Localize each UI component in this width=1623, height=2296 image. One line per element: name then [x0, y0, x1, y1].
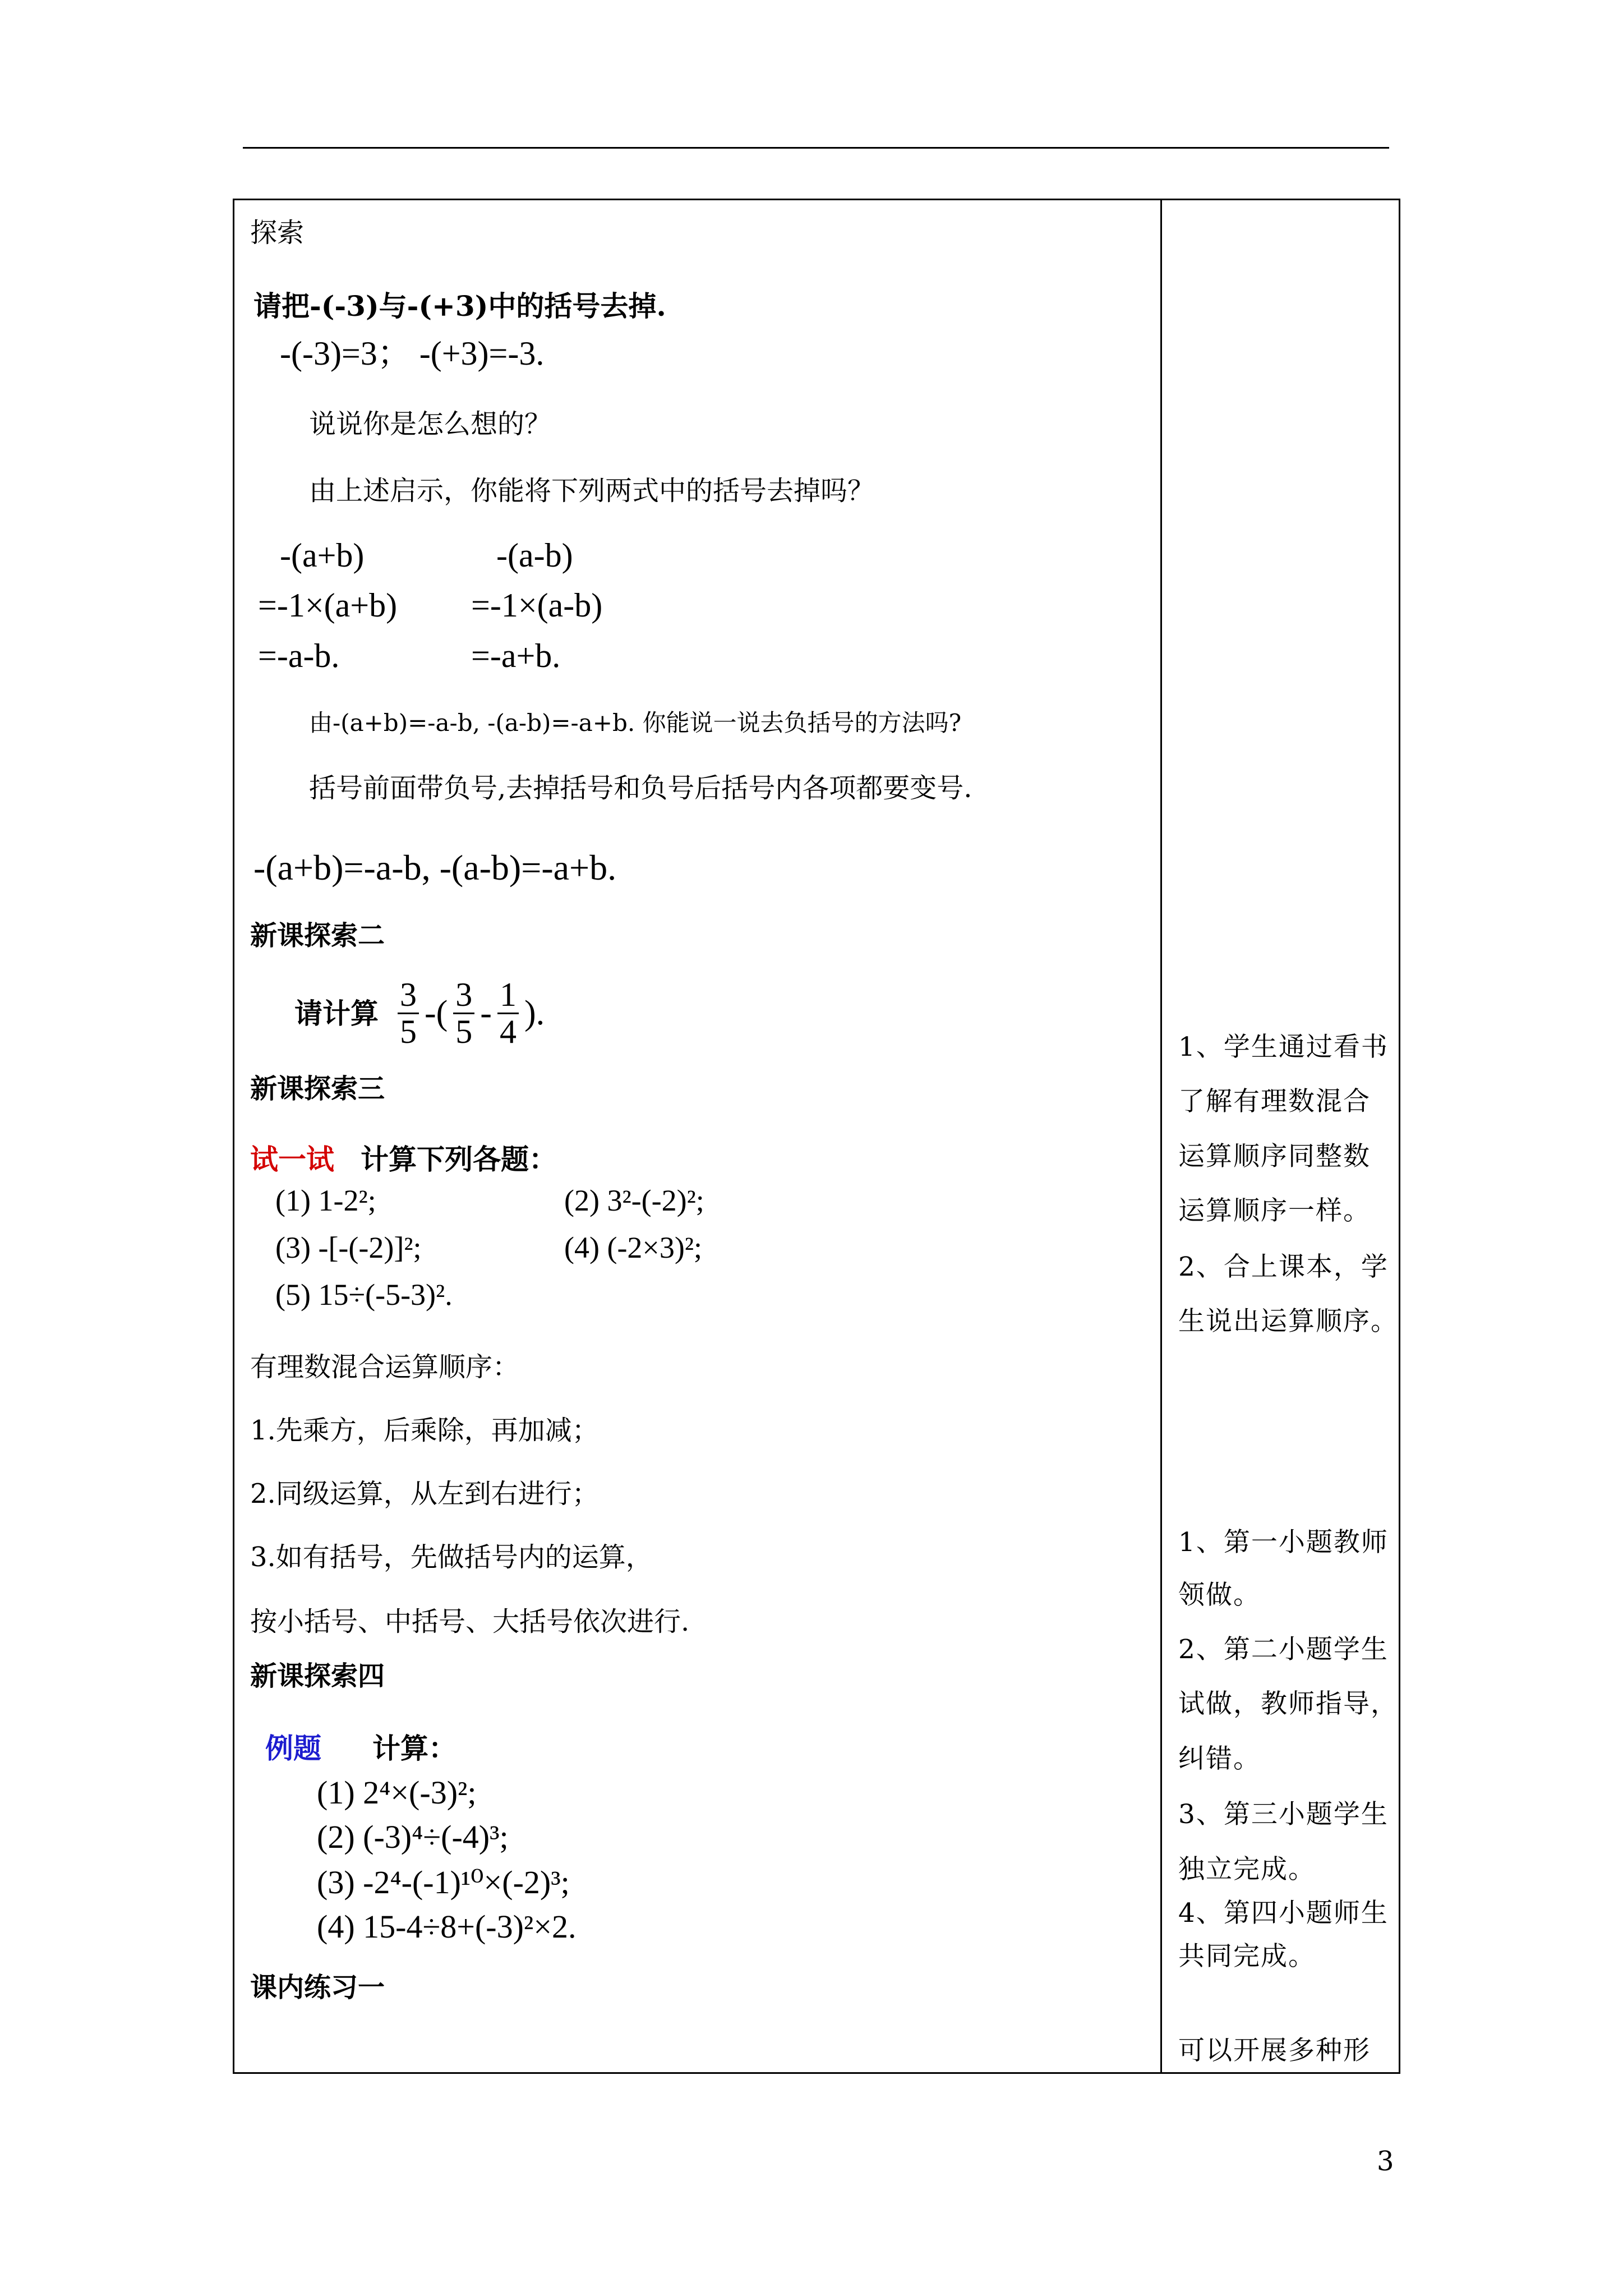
- operator-minus: -: [480, 994, 492, 1033]
- exercise-4: (4) (-2×3)²;: [564, 1231, 703, 1264]
- note-line: 1、第一小题教师: [1178, 1527, 1389, 1558]
- inspire-question: 由上述启示，你能将下列两式中的括号去掉吗？: [309, 475, 875, 507]
- page-number: 3: [1377, 2146, 1394, 2177]
- method-question: 由-(a+b)=-a-b, -(a-b)=-a+b. 你能说一说去负括号的方法吗?: [309, 709, 962, 737]
- fraction-1-denominator: 5: [400, 1013, 417, 1050]
- closing-paren: ).: [524, 994, 545, 1033]
- exercise-5: (5) 15÷(-5-3)².: [275, 1278, 453, 1312]
- calc-prompt: 请计算: [294, 996, 379, 1030]
- rule-text: 括号前面带负号,去掉括号和负号后括号内各项都要变号.: [309, 772, 972, 804]
- section3-title: 新课探索三: [250, 1073, 385, 1105]
- remove-brackets-answer: -(-3)=3； -(+3)=-3.: [280, 335, 545, 372]
- derivation-right-1: -(a-b): [496, 537, 573, 574]
- calc-expression: [294, 977, 547, 1050]
- order-rule-3: 3.如有括号，先做括号内的运算，: [250, 1542, 653, 1573]
- note-line: 4、第四小题师生: [1178, 1898, 1389, 1929]
- explore-title: 探索: [250, 217, 305, 249]
- note-line: 纠错。: [1178, 1743, 1261, 1774]
- fraction-1-numerator: 3: [398, 977, 419, 1014]
- think-question: 说说你是怎么想的？: [309, 408, 552, 440]
- derivation-left-2: =-1×(a+b): [258, 587, 398, 624]
- note-line: 1、学生通过看书: [1178, 1032, 1389, 1062]
- order-rule-1: 1.先乘方，后乘除，再加减；: [250, 1415, 599, 1446]
- note-line: 运算顺序一样。: [1178, 1195, 1371, 1226]
- example-4: (4) 15-4÷8+(-3)²×2.: [317, 1908, 577, 1945]
- example-label: 例题: [265, 1732, 321, 1765]
- operator-minus-paren: -(: [425, 994, 448, 1033]
- fraction-2-denominator: 5: [455, 1013, 473, 1050]
- order-rule-4: 按小括号、中括号、大括号依次进行.: [250, 1606, 690, 1637]
- note-line: 3、第三小题学生: [1178, 1799, 1389, 1830]
- try-prompt: 计算下列各题：: [361, 1143, 557, 1176]
- note-line: 领做。: [1178, 1580, 1261, 1611]
- example-1: (1) 2⁴×(-3)²;: [317, 1774, 477, 1811]
- exercise-1: (1) 1-2²;: [275, 1184, 376, 1217]
- try-label: 试一试: [250, 1143, 334, 1176]
- note-line: 可以开展多种形: [1178, 2035, 1371, 2066]
- note-line: 2、合上课本，学: [1178, 1251, 1389, 1282]
- fraction-3-numerator: 1: [497, 977, 519, 1014]
- example-prompt: 计算：: [372, 1732, 457, 1765]
- section2-title: 新课探索二: [250, 920, 385, 951]
- note-line: 了解有理数混合: [1178, 1086, 1371, 1117]
- remove-brackets-prompt: 请把-(-3)与-(+3)中的括号去掉.: [253, 289, 666, 323]
- example-3: (3) -2⁴-(-1)¹⁰×(-2)³;: [317, 1864, 570, 1901]
- note-line: 运算顺序同整数: [1178, 1141, 1371, 1172]
- fraction-2-numerator: 3: [453, 977, 474, 1014]
- derivation-right-2: =-1×(a-b): [471, 587, 603, 624]
- practice-title: 课内练习一: [250, 1972, 385, 2003]
- note-line: 试做，教师指导，: [1178, 1688, 1398, 1719]
- exercise-2: (2) 3²-(-2)²;: [564, 1184, 704, 1217]
- fraction-1: [398, 977, 419, 1050]
- derivation-left-3: =-a-b.: [258, 637, 340, 674]
- note-line: 共同完成。: [1178, 1941, 1316, 1972]
- fraction-3-denominator: 4: [499, 1013, 517, 1050]
- derivation-left-1: -(a+b): [280, 537, 365, 574]
- column-divider: [1160, 199, 1162, 2074]
- note-line: 独立完成。: [1178, 1854, 1316, 1885]
- derivation-right-3: =-a+b.: [471, 637, 561, 674]
- order-title: 有理数混合运算顺序：: [250, 1351, 520, 1383]
- example-2: (2) (-3)⁴÷(-4)³;: [317, 1819, 509, 1855]
- note-line: 2、第二小题学生: [1178, 1634, 1389, 1665]
- order-rule-2: 2.同级运算，从左到右进行；: [250, 1478, 599, 1510]
- exercise-3: (3) -[-(-2)]²;: [275, 1231, 422, 1264]
- header-rule: [243, 147, 1389, 149]
- fraction-2: [453, 977, 474, 1050]
- fraction-3: [497, 977, 519, 1050]
- note-line: 生说出运算顺序。: [1178, 1306, 1398, 1337]
- section4-title: 新课探索四: [250, 1660, 385, 1692]
- rule-formula: -(a+b)=-a-b, -(a-b)=-a+b.: [253, 848, 617, 887]
